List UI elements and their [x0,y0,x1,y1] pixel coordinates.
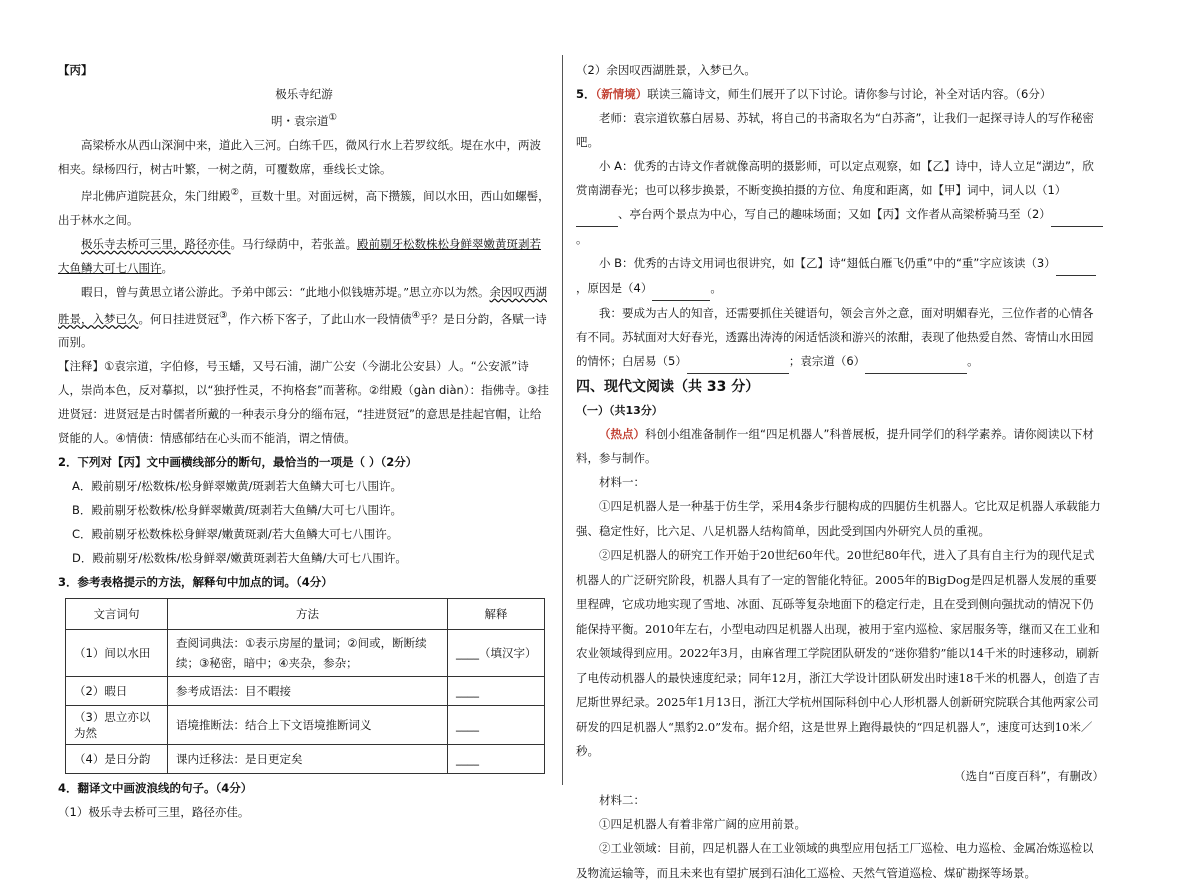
question-2-options [58,474,550,570]
reading-intro: （热点）科创小组准备制作一组“四足机器人”科普展板，提升同学们的科学素养。请你阅读以下材料，参与制作。 [576,427,1094,465]
table-cell-phrase: （2）暇日 [66,677,168,706]
material-2-label: 材料二： [599,792,645,807]
question-4: 4．翻译文中画波浪线的句子。（4分） [58,781,253,796]
section-4-heading: 四、现代文阅读（共 33 分） [576,379,760,395]
dialogue-me: 我：要成为古人的知音，还需要抓住关键语句，领会言外之意，面对明媚春光，三位作者的心情各有不同。苏轼面对大好春光，透露出涛涛的闲适恬淡和游兴的浓酣，表现了他热爱自然、寄情山水田园的情怀；白居易（5） ；袁宗道（6） 。 [576,301,1104,374]
material-1-paragraph-1: ①四足机器人是一种基于仿生学，采用4条步行腿构成的四腿仿生机器人。它比双足机器人承载能力强、稳定性好，比六足、八足机器人结构简单，因此受到国内外研究人员的重视。 [576,499,1101,538]
table-row [66,706,545,745]
option-d[interactable]: D．殿前剔牙/松数株/松身鲜翠/嫩黄斑剥若大鱼鳞/大可七八围许。 [72,551,407,566]
dialogue-teacher: 老师：袁宗道钦慕白居易、苏轼，将自己的书斋取名为“白苏斋”，让我们一起探寻诗人的写作秘密吧。 [576,111,1094,149]
passage-notes: 【注释】①袁宗道，字伯修，号玉蟠，又号石浦，湖广公安（今湖北公安县）人。“公安派”诗人，崇尚本色，反对摹拟，以“独抒性灵，不拘格套”而著称。②绀殿（gàn diàn）：指佛寺。③挂进贤冠：进贤冠是古时儒者所戴的一种表示身分的缁布冠，“挂进贤冠”的意思是挂起官帽，让给贤能的人。④情债：情感郁结在心头而不能消，谓之情债。 [58,359,549,446]
right-column [576,58,1104,885]
answer-blank-4[interactable] [652,276,710,301]
option-a[interactable]: A．殿前剔牙/松数株/松身鲜翠嫩黄/斑剥若大鱼鳞大可七八围许。 [72,479,402,494]
table-row [66,745,545,774]
table-cell-phrase: （4）是日分韵 [66,745,168,774]
table-header: 解释 [448,599,545,630]
table-cell-phrase: （1）间以水田 [66,630,168,677]
hot-tag: （热点） [599,427,645,441]
table-cell-answer[interactable]: ____（填汉字） [448,630,545,677]
passage-paragraph-3: 极乐寺去桥可三里，路径亦佳。马行绿荫中，若张盖。殿前剔牙松数株松身鲜翠嫩黄斑剥若大鱼鳞大可七八围许。 [58,236,541,275]
answer-blank-1[interactable] [576,202,618,227]
material-1-label: 材料一： [599,475,645,489]
passage-author: 明・袁宗道① [270,112,338,128]
material-2-paragraph-2: ②工业领域：目前，四足机器人在工业领域的典型应用包括工厂巡检、电力巡检、金属冶炼巡检以及物流运输等，而且未来也有望扩展到石油化工巡检、天然气管道巡检、煤矿勘探等场景。 [576,841,1094,880]
left-column [58,58,550,824]
answer-blank-3[interactable] [1056,251,1096,276]
table-cell-answer[interactable]: ____ [448,677,545,706]
table-header: 文言词句 [66,599,168,630]
answer-blank-2[interactable] [1051,202,1103,227]
table-cell-method: 语境推断法：结合上下文语境推断词义 [168,706,448,745]
table-cell-answer[interactable]: ____ [448,745,545,774]
table-row [66,677,545,706]
option-b[interactable]: B．殿前剔牙松数株/松身鲜翠嫩黄/斑剥若大鱼鳞/大可七八围许。 [72,503,403,518]
table-row [66,630,545,677]
table-header: 方法 [168,599,448,630]
table-cell-answer[interactable]: ____ [448,706,545,745]
word-explanation-table [65,598,545,774]
material-1-source: （选自“百度百科”，有删改） [954,768,1104,783]
question-5: 5．（新情境）联读三篇诗文，师生们展开了以下讨论。请你参与讨论，补全对话内容。（6分） [576,87,1052,101]
question-4-item-2: （2）余因叹西湖胜景，入梦已久。 [576,63,756,77]
option-c[interactable]: C．殿前剔牙松数株松身鲜翠/嫩黄斑剥/若大鱼鳞大可七八围许。 [72,527,399,542]
new-context-tag: （新情境） [595,87,648,101]
question-2: 2．下列对【丙】文中画横线部分的断句，最恰当的一项是（ ）（2分） [58,455,418,470]
column-divider [562,55,563,785]
question-3: 3．参考表格提示的方法，解释句中加点的词。（4分） [58,575,333,590]
material-2-paragraph-1: ①四足机器人有着非常广阔的应用前景。 [599,816,806,831]
dialogue-student-b: 小 B：优秀的古诗文用词也很讲究，如【乙】诗“翅低白雁飞仍重”中的“重”字应该读（3） ，原因是（4） 。 [576,251,1104,301]
bing-label: 【丙】 [58,63,93,77]
material-1-paragraph-2: ②四足机器人的研究工作开始于20世纪60年代。20世纪80年代，进入了具有自主行为的现代足式机器人的广泛研究阶段，机器人具有了一定的智能化特征。2005年的BigDog是四足机器人发展的重要里程碑，它成功地实现了雪地、冰面、瓦砾等复杂地面下的稳定行走，且在受到侧向强扰动的情况下仍能保持平衡。2010年左右，小型电动四足机器人出现，被用于室内巡检、家居服务等，继而又在工业和农业领域得到应用。2022年3月，由麻省理工学院团队研发的“迷你猎豹”能以14千米的时速移动，刷新了电传动机器人的最快速度纪录；同年12月，浙江大学设计团队研发出时速18千米的机器人，创造了吉尼斯世界纪录。2025年1月13日，浙江大学杭州国际科创中心人形机器人创新研究院联合其他两家公司研发的四足机器人“黑豹2.0”发布。据介绍，这是世界上跑得最快的“四足机器人”，速度可达到10米／秒。 [576,548,1100,758]
table-cell-method: 参考成语法：目不暇接 [168,677,448,706]
answer-blank-5[interactable] [687,349,789,374]
passage-paragraph-2: 岸北佛庐道院甚众，朱门绀殿②，亘数十里。对面远树，高下攒簇，间以水田，西山如螺髻，出于林水之间。 [58,186,550,227]
answer-blank-6[interactable] [865,349,967,374]
question-4-item-1: （1）极乐寺去桥可三里，路径亦佳。 [58,805,250,820]
part-1-heading: （一）（共13分） [576,404,663,417]
passage-paragraph-1: 高梁桥水从西山深涧中来，道此入三河。白练千匹，微风行水上若罗纹纸。堤在水中，两波相夹。绿杨四行，树古叶繁，一树之荫，可覆数席，垂线长丈馀。 [58,137,541,176]
table-header-row [66,599,545,630]
dialogue-student-a: 小 A：优秀的古诗文作者就像高明的摄影师，可以定点观察，如【乙】诗中，诗人立足“湖边”，欣赏南湖春光；也可以移步换景，不断变换拍摄的方位、角度和距离，如【甲】词中，词人以（1） 、亭台两个景点为中心，写自己的趣味场面；又如【丙】文作者从高梁桥骑马至（2） 。 [576,154,1104,251]
passage-title: 极乐寺纪游 [275,87,333,101]
table-cell-method: 课内迁移法：是日更定矣 [168,745,448,774]
table-cell-method: 查阅词典法：①表示房屋的量词；②间或，断断续续；③秘密，暗中；④夹杂，参杂； [168,630,448,677]
table-cell-phrase: （3）思立亦以为然 [66,706,168,745]
passage-paragraph-4: 暇日，曾与黄思立诸公游此。予弟中郎云：“此地小似钱塘苏堤。”思立亦以为然。余因叹西湖胜景，入梦已久。何日挂进贤冠③，作六桥下客子，了此山水一段情债④乎？是日分韵，各赋一诗而别。 [58,284,548,350]
